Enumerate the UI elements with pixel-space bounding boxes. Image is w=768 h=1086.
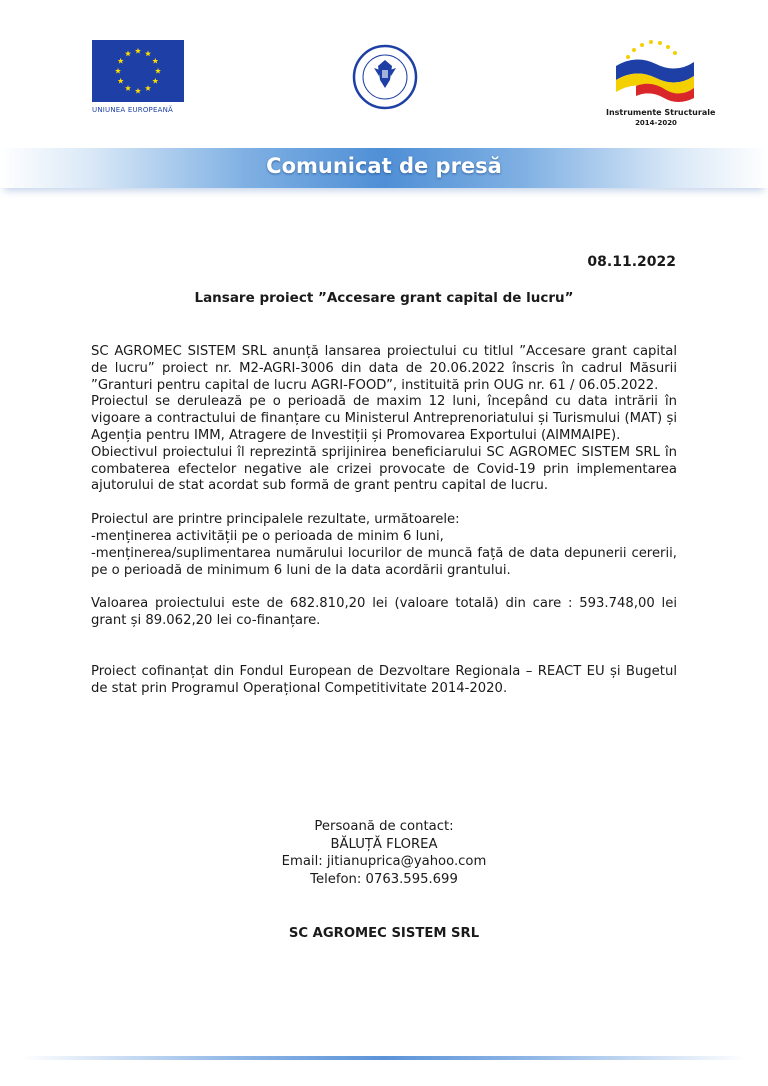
paragraph-objective: Obiectivul proiectului îl reprezintă sprijinirea beneficiarului SC AGROMEC SISTEM SRL în combaterea efectelor negative ale crizei provocate de Covid-19 prin implementarea ajutorului de stat acordat sub formă de grant pentru capital de lucru.: [91, 444, 677, 494]
eu-star-icon: [118, 78, 124, 84]
contact-heading: Persoană de contact:: [314, 819, 454, 834]
eu-star-icon: [135, 88, 141, 94]
document-headline: Lansare proiect ”Accesare grant capital de lucru”: [194, 290, 574, 306]
document-date: 08.11.2022: [587, 254, 676, 270]
eu-star-icon: [145, 50, 151, 56]
structural-instruments-logo: [606, 36, 716, 132]
eu-star-icon: [125, 50, 131, 56]
paragraph-announcement: SC AGROMEC SISTEM SRL anunță lansarea proiectului cu titlul ”Accesare grant capital de lucru” proiect nr. M2-AGRI-3006 din data de 20.06.2022 înscris în cadrul Măsurii ”Granturi pentru capital de lucru AGRI-FOOD”, instituită prin OUG nr. 61 / 06.05.2022.: [91, 344, 677, 393]
eu-star-icon: [118, 58, 124, 64]
eu-flag-icon: [92, 40, 184, 102]
paragraph-value: Valoarea proiectului este de 682.810,20 lei (valoare totală) din care : 593.748,00 lei grant și 89.062,20 lei co-finanțare.: [91, 596, 677, 629]
contact-block: [0, 818, 768, 888]
structural-instruments-label: Instrumente Structurale: [606, 108, 716, 117]
eu-logo: [92, 40, 184, 114]
paragraph-results-intro: Proiectul are printre principalele rezultate, următoarele:: [91, 512, 460, 528]
paragraph-cofinancing: Proiect cofinanțat din Fondul European de Dezvoltare Regionala – REACT EU și Bugetul de stat prin Programul Operațional Competitivitate 2014-2020.: [91, 663, 677, 696]
structural-instruments-years: 2014-2020: [635, 119, 677, 127]
paragraph-result-1: -menținerea activității pe o perioada de minim 6 luni,: [91, 528, 444, 544]
paragraph-duration: Proiectul se derulează pe o perioadă de maxim 12 luni, începând cu data intrării în vigoare a contractului de finanțare cu Ministerul Antreprenoriatului și Turismului (MAT) și Agenția pentru IMM, Atragere de Investiții și Promovarea Exportului (AIMMAIPE).: [91, 394, 677, 443]
eu-star-icon: [125, 85, 131, 91]
footer-divider: [20, 1056, 748, 1060]
eu-logo-label: UNIUNEA EUROPEANĂ: [92, 106, 173, 114]
romanian-coat-of-arms-icon: [352, 44, 418, 110]
eu-star-icon: [155, 68, 161, 74]
banner-title: Comunicat de presă: [266, 154, 502, 178]
eu-star-icon: [152, 78, 158, 84]
contact-email: Email: jitianuprica@yahoo.com: [281, 854, 487, 869]
contact-name: BĂLUȚĂ FLOREA: [330, 836, 438, 852]
contact-phone: Telefon: 0763.595.699: [310, 871, 458, 887]
press-release-banner: [0, 148, 768, 188]
government-logo: [352, 44, 418, 110]
eu-star-icon: [135, 48, 141, 54]
eu-star-icon: [152, 58, 158, 64]
company-name: SC AGROMEC SISTEM SRL: [288, 926, 480, 941]
eu-star-icon: [115, 68, 121, 74]
structural-instruments-flag-icon: [606, 36, 706, 106]
document-body: [91, 344, 677, 698]
eu-star-icon: [145, 85, 151, 91]
paragraph-result-2: -menținerea/suplimentarea numărului locurilor de muncă față de data depunerii cererii, pe o perioadă de minimum 6 luni de la data acordării grantului.: [91, 545, 677, 578]
